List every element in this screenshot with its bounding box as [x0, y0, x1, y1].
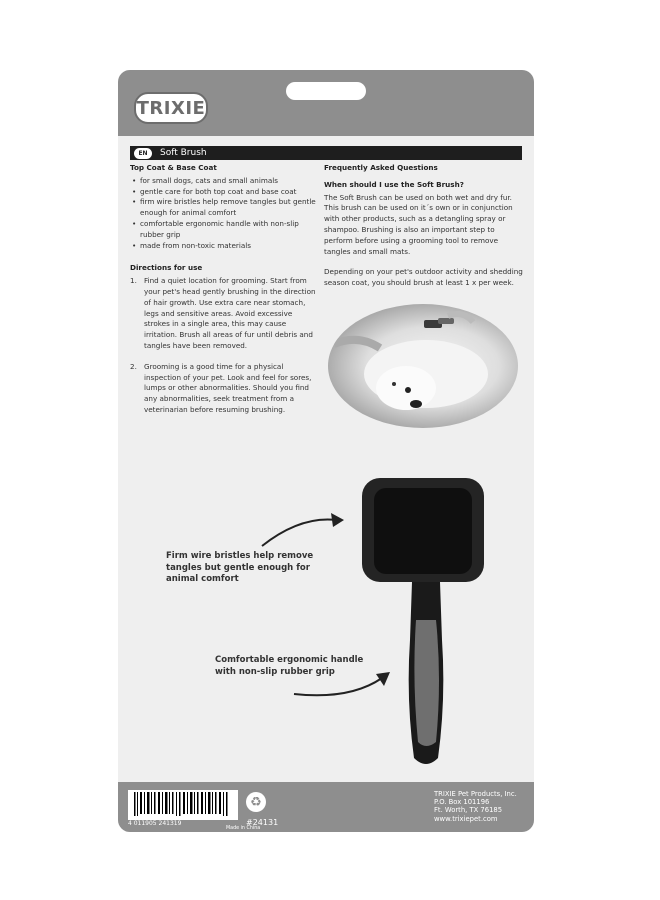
feature-item: • gentle care for both top coat and base coat	[130, 187, 320, 198]
product-title: Soft Brush	[160, 148, 207, 158]
made-in-label: Made in China	[226, 826, 261, 831]
language-badge: EN	[134, 148, 152, 159]
arrow-head-bristles	[331, 513, 344, 527]
address-line: TRIXIE Pet Products, Inc.	[434, 790, 517, 798]
feature-item: • made from non-toxic materials	[130, 241, 320, 252]
barcode-number: 4 011905 241319	[128, 820, 182, 827]
article-number: #24131	[246, 818, 279, 827]
feature-item: • firm wire bristles help remove tangles but gentle enough for animal comfort	[130, 197, 320, 219]
address-line: P.O. Box 101196	[434, 798, 490, 807]
direction-text: Find a quiet location for grooming. Start from your pet's head gently brushing in the direction of hair growth. Use extra care near stomach, legs and sensitive areas. Avoid excessive strokes in a single area, this may cause irritation. Brush all areas of fur until debris and tangles have been removed.	[144, 276, 316, 350]
faq-answer: The Soft Brush can be used on both wet and dry fur. This brush can be used on it´s own or in conjunction with other products, such as a detangling spray or shampoo. Brushing is also an important step to perform before using a grooming tool to remove tangles and small mats.	[324, 192, 513, 256]
features-heading: Top Coat & Base Coat	[130, 163, 217, 172]
arrow-to-bristles	[262, 520, 336, 546]
faq-heading: Frequently Asked Questions	[324, 163, 438, 172]
recycle-icon: ♻	[246, 792, 266, 812]
handle-rubber-grip	[414, 620, 439, 746]
direction-number: 1.	[130, 276, 137, 286]
address-line: Ft. Worth, TX 76185	[434, 806, 503, 815]
brush-bristle-pad	[374, 488, 472, 574]
callout-handle: Comfortable ergonomic handle with non-slip rubber grip	[215, 655, 364, 677]
direction-text: Grooming is a good time for a physical inspection of your pet. Look and feel for sores, lumps or other abnormalities. Should you find any abnormalities, seek treatment from a veterinarian before resuming brushing.	[144, 361, 312, 414]
soft-brush-product	[356, 470, 492, 770]
directions-heading: Directions for use	[130, 263, 203, 273]
callout-bristles: Firm wire bristles help remove tangles but gentle enough for animal comfort	[166, 551, 314, 584]
address-line: www.trixiepet.com	[434, 814, 498, 823]
direction-number: 2.	[130, 361, 137, 371]
faq-answer-frequency: Depending on your pet's outdoor activity and shedding season coat, you should brush at least 1 x per week.	[324, 267, 523, 288]
feature-item: • for small dogs, cats and small animals	[130, 176, 320, 187]
faq-question: When should I use the Soft Brush?	[324, 179, 464, 189]
logo-text: TRIXIE	[136, 97, 206, 119]
feature-item: • comfortable ergonomic handle with non-slip rubber grip	[130, 219, 320, 241]
